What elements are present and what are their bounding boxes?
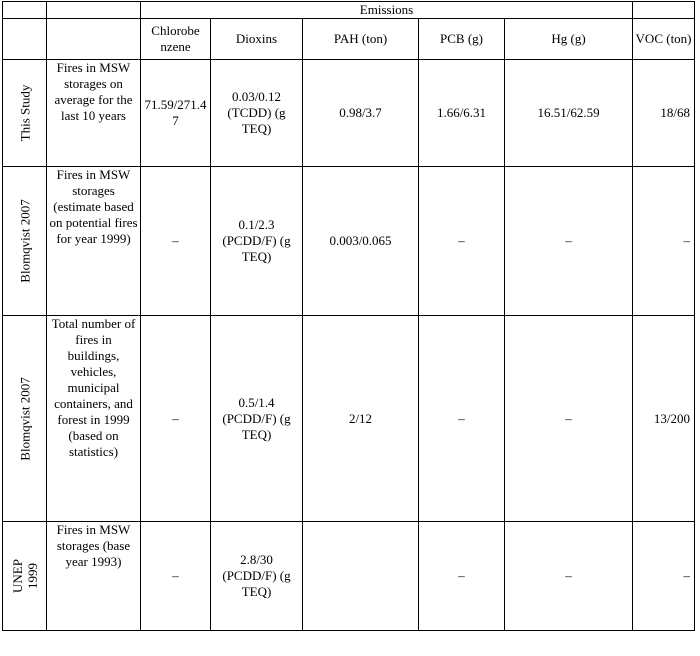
voc-cell: – [633, 522, 695, 631]
pcb-cell: – [419, 522, 505, 631]
scope-cell: Fires in MSW storages (base year 1993) [47, 522, 141, 631]
header-row-columns [3, 19, 695, 60]
emissions-header: Emissions [141, 2, 633, 19]
column-header-pah: PAH (ton) [303, 19, 419, 60]
dioxins-cell: 0.03/0.12 (TCDD) (g TEQ) [211, 60, 303, 167]
column-header-hg: Hg (g) [505, 19, 633, 60]
pcb-cell: – [419, 316, 505, 522]
column-header-pcb: PCB (g) [419, 19, 505, 60]
emissions-comparison-table [2, 1, 695, 631]
chlorobenzene-cell: – [141, 167, 211, 316]
hg-cell: – [505, 167, 633, 316]
header-empty-cell [3, 19, 47, 60]
scope-cell: Fires in MSW storages (estimate based on potential fires for year 1999) [47, 167, 141, 316]
scope-cell: Total number of fires in buildings, vehicles, municipal containers, and forest in 1999 (based on statistics) [47, 316, 141, 522]
header-empty-cell [47, 2, 141, 19]
column-header-dioxins: Dioxins [211, 19, 303, 60]
chlorobenzene-cell: – [141, 522, 211, 631]
column-header-voc: VOC (ton) [633, 19, 695, 60]
scope-cell: Fires in MSW storages on average for the last 10 years [47, 60, 141, 167]
table-row [3, 522, 695, 631]
pcb-cell: 1.66/6.31 [419, 60, 505, 167]
table-row [3, 60, 695, 167]
column-header-chlorobenzene: Chlorobe nzene [141, 19, 211, 60]
pah-cell [303, 522, 419, 631]
dioxins-cell: 2.8/30 (PCDD/F) (g TEQ) [211, 522, 303, 631]
dioxins-cell: 0.5/1.4 (PCDD/F) (g TEQ) [211, 316, 303, 522]
voc-cell: 13/200 [633, 316, 695, 522]
study-label: Blomqvist 2007 [17, 376, 32, 461]
dioxins-cell: 0.1/2.3 (PCDD/F) (g TEQ) [211, 167, 303, 316]
study-label-cell [3, 316, 47, 522]
header-empty-cell [47, 19, 141, 60]
study-label: This Study [17, 84, 32, 142]
study-label-cell [3, 167, 47, 316]
hg-cell: – [505, 522, 633, 631]
table-row [3, 167, 695, 316]
study-label: UNEP 1999 [9, 559, 40, 593]
pah-cell: 0.003/0.065 [303, 167, 419, 316]
study-label-cell [3, 60, 47, 167]
header-empty-cell [633, 2, 695, 19]
voc-cell: 18/68 [633, 60, 695, 167]
study-label: Blomqvist 2007 [17, 199, 32, 283]
chlorobenzene-cell: – [141, 316, 211, 522]
study-label-cell [3, 522, 47, 631]
emissions-table-container [2, 1, 696, 652]
header-empty-cell [3, 2, 47, 19]
header-row-emissions [3, 2, 695, 19]
chlorobenzene-cell: 71.59/271.47 [141, 60, 211, 167]
pah-cell: 2/12 [303, 316, 419, 522]
table-row [3, 316, 695, 522]
pah-cell: 0.98/3.7 [303, 60, 419, 167]
pcb-cell: – [419, 167, 505, 316]
hg-cell: – [505, 316, 633, 522]
voc-cell: – [633, 167, 695, 316]
hg-cell: 16.51/62.59 [505, 60, 633, 167]
